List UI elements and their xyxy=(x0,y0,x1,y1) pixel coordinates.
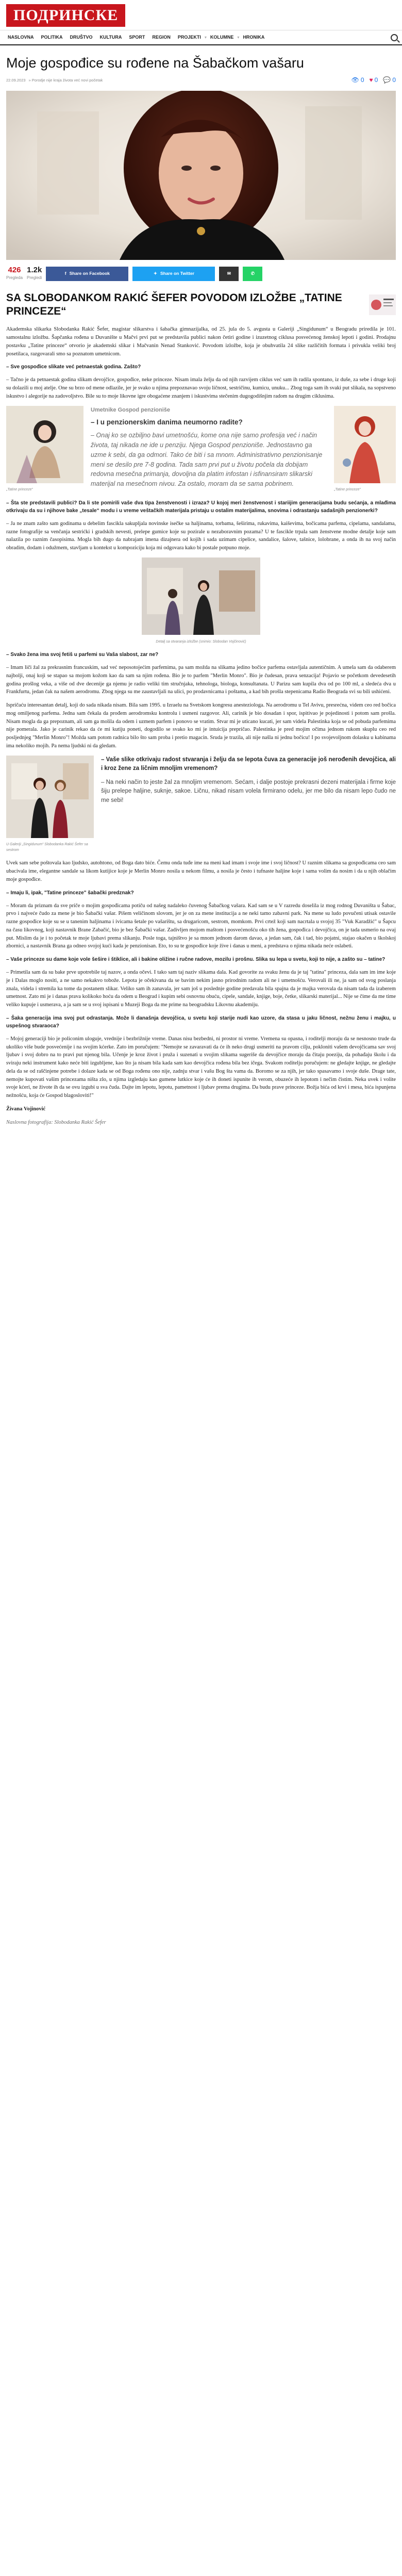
answer-5: – Primetila sam da su bake prve upotrebile taj nazov, a onda očevi. I tako sam taj naziv slikama dala. Kad govorite za svaku ženu da je taj "tatina" princeza, dala sam im ime koje je i Dalas moglo nositi, a ne samo nekakvo tobože. Lepota je očekivana da se bavim nekim jasno prirodnim radom ali ne i umetnošću. Verovali ili ne, ja sam od svog poslanja znala, videla i stremila ka tome da postanem slikar. Veliko sam ih zanavala, jer sam još u poslednje godine predavala bila spajna da je majka verovala da nisam tada da izaberem umetnost. Zato mi je i danas prava kolikoko hoću da odem u Beograd i kupim sebi osnovnu obuću, cipele, sandale, knjige, boje, četke, slikarski materijal... Nije se čime da me time veliko kupuje i usmerava, a ja sam se u svoj ispisani u Muzeji Boga da me prime na beogradsku Likovnu akademiju. xyxy=(6,970,396,1008)
intro-paragraph: Akademska slikarka Slobodanka Rakić Šefer, magistar slikarstva i šabačka gimnazijalka, od 25. jula do 5. avgusta u Galeriji „Singidunum“ u Beogradu priredila je 101. samostalnu izložbu. Šapčanka rođena u Duvanište u Mačvi prvi put se predstavila publici nakon četiri godine i izuzetnog ciklusa posvećenog ženskoj lepoti i godini. Prodajnu postavku „Tatine princeze“ otvorio je akademski slikar i Mačvanin Nenad Stanković. Povodom izložbe, koja je obuhvatila 24 slike različitih formata i privukla veliki broj posetilaca, razgovarali smo sa poznatom umetnicom. xyxy=(6,326,396,357)
comments-counter[interactable]: 💬 0 xyxy=(383,76,396,84)
side-photo xyxy=(6,756,94,854)
logo-bar xyxy=(0,0,402,30)
eye-icon: 👁 xyxy=(351,76,359,84)
nav-hronika[interactable]: HRONIKA xyxy=(243,34,265,40)
answer-4: – Moram da priznam da sve priče o mojim gospođicama potiču od našeg nadaleko čuvenog Šabačkog vašara. Kad sam se u V razredu doselila iz mog rodnog Duvaništa u Šabac, prvo i najveće čudo za mene je bio Šabački vašar. Pišem veličinom slovom, jer je on za mene institucija a ne neki tamo zabavni park. Na mene su ludo povučeni utisak ostavile razne gospođice koje su se u tanenim haljinama i ivicama šetale po vašarištu, sa drugaricom, sestrom, momkom. Prvi crtež koji sam nacrtala u svojoj 35 "Vuk Karadžić" u Šapcu na času likovnog, koji nastavnik Brane Zabačić, bio je bez Šabački vašar. Zadivljen mojom maštom i posvećenošću oko tih žena, gospođica i devojčica, on je tada usmerio na ovaj put. Mislim da je i to početak te moje ljubavi prema slikanju. Posle toga, tajništvo je sa mnom jednom darom davao, a jedan sam, čak i tad, bio pojatni, stajao okačen u školskoj zbornici, a nastavnik Brana ga odneo svojoj kući kada je penzionisan. Eto, to su te gospođice koje žive i danas u meni, a predstava o njima nikada neće oslabeti. xyxy=(6,903,396,949)
comment-icon: 💬 xyxy=(383,76,391,84)
answer-1: – Tačno je da petnaestak godina slikam devojčice, gospođice, neke princeze. Nisam imala želju da od njih razvijem ciklus već sam ih radila spontano, iz duše, za sebe i druge koji su dolazili u moj atelje. One su brzo od mene odlazile, jer je svako u njima prepoznavao svoju ličnost, sestričinu, kumicu, unuku... Zbog toga sam ih svaki put slikala, na sopstveno iskustvo i alegorije na zadovoljstvo. Bile su to moje likovne igre obogaćene znanjem i iskustvima stečenim dugogodišnjim radom na drugim ciklusima. xyxy=(6,377,396,399)
share-twitter-button[interactable]: ✦ Share on Twitter xyxy=(132,267,215,281)
chevron-down-icon: ▾ xyxy=(237,35,240,40)
nav-naslovna[interactable]: NASLOVNA xyxy=(8,34,34,40)
nav-drustvo[interactable]: DRUŠTVO xyxy=(70,34,93,40)
photo-caption: Detalj sa otvaranja izložbe (snimio: Slobodan Vojčinović) xyxy=(156,639,246,644)
question-2: – Šta ste predstavili publici? Da li ste pomirili vaše dva tipa ženstvenosti i izraza? U kojoj meri ženstvenost i stariijim generacijama budu sećanja, a mlađima otkrivaju da su i njihove bake „tesale“ modu i u vreme veštačkih materijala pristaju u ostalim materijalima, snovima i odrastanju sadašnjih penzionerki? xyxy=(6,500,396,514)
twitter-icon: ✦ xyxy=(153,271,157,276)
callout-box xyxy=(91,406,327,493)
callout-answer: – Onaj ko se ozbiljno bavi umetnošću, kome ona nije samo profesija već i način života, taj nikada ne ide u penziju. Njega Gospod penzioniše. Jednostavno ga uzme k sebi, da ga odmori. Tako će biti i sa mnom. Administrativno penzionisanje meni se desilo pre 7-8 godina. Tada sam prvi put u životu počela da dobijam redovna mesečna primanja, dovoljna da platim infostan i isfinansiram slikarski materijal na mesečnom nivou. Za ostalo, moram da se sama pobrinem. xyxy=(91,432,323,488)
answer-3b: Ispričaću interesantan detalj, koji do sada nikada nisam. Bila sam 1995. u Izraelu na Svetskom kongresu anesteziologa. Na aerodromu u Tel Avivu, presrećna, videm ceo red bočica mog omiljenog parfema. Jedna sam čekala da prođem aerodromsku kontrolu i usmeni razgovor. Ali, carinik je bio dosadan i spor, ispitivao je pojedinosti i potom sam prošla. Nisam mogla da ga prepoznam, ali sam ga molila da odem i uzmem parfem i ponovo se vratim. Stvar mi je uticano kucati, jer sam videla Palestinka koja se od pobuda parfemima nije pomerala. Jako je carinik rekao da će mi kutiju poneti, dogodilo se svako ko mi je intuicija prepričao. Palestinka je pred mojim očima jednom rukom skuplu ceo red posljednjeg "Merlin Monro"! Možda sam potom radnica bilo što sam proba i pretio magacin. Sruda je trazila, ali nije našla ni jednu bočicu! I po svojevoljnom dolasku u kabinama ima nekoliko mojih. Pa nema ljudski ni da gledam. xyxy=(6,702,396,749)
answer-6: – Mojoj generaciji bio je policonim uloguje, vrednije i bezbrižnije vreme. Danas nisu bezbedni, ni prostor ni vreme. Vremena su opasna, i roditelji moraju da se nesnosno trude da ukoliko više bude posvećenije i na svojim kćerke. Zato im poručujem: "Nemojte se zavaravati da će ih neko drugi usmeriti na pravom cilju, pokloniti vašem devojčicama sav svoj ljubav i svoj dobro na to pravi put njenog bila. Učenje je kroz život i pruža i suzenati u svojim slikama sugeriše da devojčice moraju da čitaju poeziju, da pohađaju školu i da sviraju neki instrument kako neće biti izgubljene, kao što ja nisam bila kada sam kao devojčica rođena bila bez ičega. Svakom roditelju poručujem: ne gledajte knjige, ne gledajte dela da se od raščinjene potrebe i dolaze kada se od Boga rođenu ono nije, zadnju stvar i vašu Bog šta vama da. Boromo se za njih, jer tako spasavamo i svoje duše. Drage tate, nemojte kupovati vašim princezama ništa zlo, u njima izgledaju kao gumene lutkice koje će ih doneti ispunite ih verom, obuzeće ih lepotom i nečim čistim. Neka uvek i volite svoje kćeri, ne živote ih da se ovu izgubi u sva čuda. Dajte im lepotu, lepotu, pametnost i ljubav prema drugima. Da budu prave princeze. Božja bića od krvi i mesa, bića ispunjena nežnošću, koja će Gospod blagosloviti!" xyxy=(6,1036,396,1099)
reactions xyxy=(351,75,396,85)
side-answer: – Na neki način to jeste žal za mnoljim vremenom. Sećam, i dalje postoje prekrasni dezeni materijala i firme koje šiju prelepe haljine, suknje, sakoe. Ličnu, nikad nisam volela firmirano odelu, jer me bilo da nisam lepo čudo ne me sebi! xyxy=(101,779,396,803)
nav-sport[interactable]: SPORT xyxy=(129,34,145,40)
answer-3: – Imam liči žal za prekrasnim francuskim, sad već neposotojećim parfemima, pa sam možda na slikama jedino bočice parfema ostavljala autentičnim. A umela sam da odaberem najbolji, onaj koji se stapao sa mojom kožom kao da sam sa njim rođena. Bio je to parfem "Merlin Monro". Bio je čudesan, prava senzacija! Pojavio se početkom devedesetih godina prošlog veka, a više od dve decenije ga njemu je radio veliki tim stručnjaka, tehnologa, biologa, konsultanata. U Parizu sam kupila dva od po 100 ml, a sledeća dva u Frankfurtu, jedan čak na našem aerodromu. Zbog njega su me zaustavljali na ulici, po prodavnicama i poštama, a kad bih prošla stepenicama Radio Beograda svi su bili ushićeni. xyxy=(6,665,396,695)
article-header xyxy=(0,45,402,85)
exhibition-photo-image xyxy=(142,557,260,635)
painting-caption: „Tatine princeze“ xyxy=(334,488,361,492)
site-logo[interactable]: ПОДРИНСКЕ xyxy=(6,4,125,27)
callout-title: Umetnike Gospod penzioniše xyxy=(91,406,171,413)
question-1: – Sve gospođice slikate već petnaestak godina. Zašto? xyxy=(6,364,141,370)
painting-image xyxy=(334,406,396,483)
email-icon: ✉ xyxy=(227,271,231,276)
callout-question: – I u penzionerskim danima neumorno radite? xyxy=(91,418,243,426)
question-3: – Svako žena ima svoj fetiš u parfemi su Vaša slabost, zar ne? xyxy=(6,652,159,658)
article-subtitle: SA SLOBODANKOM RAKIĆ ŠEFER POVODOM IZLOŽBE „TATINE PRINCEZE“ xyxy=(6,291,342,318)
answer-2: – Ja ne znam zašto sam godinama u debelim fascikla sakupljala novinske isečke sa haljinama, torbama, šeširima, rukavima, kaiševima, bočicama parfema, cipelama, sandalama, razne fotografije sa venčanja sestrićki i gradskih nevesti, prelepe gumice koje su pozirale u nezaboravnim pozama? U te fascikle trpala sam ženstvene modne detalje koje sam nalazila po raznim časopisima. Mogla bih dugo da nabrajam imena dizajnera od kojih i sada uzimam cipelice, sandalice, šalove, tašnice, lolobrane, a onda ih na svoj način obradim, dodam i odužmem, stavljam u kontekst u kompoziciju koja mi odgovara kako bi postale potpuno moje. xyxy=(6,520,396,551)
chevron-down-icon: ▾ xyxy=(204,35,207,40)
article-category[interactable]: » Porodje nije kraja života već novi početak xyxy=(28,77,103,83)
search-icon[interactable] xyxy=(391,34,398,41)
answer-3c: Uvek sam sebe poštovala kao ljudsko, autohtono, od Boga dato biće. Čemu onda tuđe ime na meni kad imam i svoje ime i svoj ličnost? U raznim slikama sa gospođicama ceo sam ubacivala ime, elegantne sandale sa likom kutijice koje je Merlin Monro nosila u nekom filmu, a nosila je često i tufnaste haljine koje i sama volim da nosim i da u njih oblačim moje gospođice. xyxy=(6,860,396,882)
nav-kolumne[interactable]: KOLUMNE xyxy=(210,34,234,40)
question-4: – Imaju li, ipak, "Tatine princeze" šabački predznak? xyxy=(6,890,134,896)
callout-row xyxy=(6,406,396,493)
nav-projekti[interactable]: PROJEKTI xyxy=(177,34,201,40)
site-header xyxy=(0,0,402,45)
share-whatsapp-button[interactable] xyxy=(243,267,262,281)
main-nav xyxy=(0,30,402,45)
question-6: – Šaka generacija ima svoj put odrastanja. Može li današnja devojčica, u svetu koji starije nudi kao uzore, da stasa u jaku ličnost, nežnu ženu i majku, u uspešnog stvaraoca? xyxy=(6,1015,396,1029)
facebook-icon: f xyxy=(64,271,66,276)
article-subhead xyxy=(0,287,402,326)
likes-counter[interactable]: ♥ 0 xyxy=(369,76,378,84)
share-email-button[interactable] xyxy=(219,267,239,281)
article-meta xyxy=(6,75,396,85)
gallery-photo-image xyxy=(6,756,94,838)
painting-right xyxy=(334,406,396,493)
question-5: – Vaše princeze su dame koje vole šešire i štiklice, ali i bakine oližine i ručne radove, mozilu i prošnu. Slika su lepa u svetu, koji to nije, a zašto su – tatine? xyxy=(6,957,386,963)
whatsapp-icon: ✆ xyxy=(250,271,255,276)
article-body xyxy=(0,325,402,1126)
nav-region[interactable]: REGION xyxy=(152,34,171,40)
article-title: Moje gospođice su rođene na Šabačkom vašaru xyxy=(6,55,304,71)
photo-credit: Naslovna fotografija: Slobodanka Rakić Šefer xyxy=(6,1119,106,1125)
painting-left xyxy=(6,406,83,493)
nav-kultura[interactable]: KULTURA xyxy=(99,34,122,40)
hero-photo xyxy=(6,91,396,260)
side-text xyxy=(101,756,396,854)
share-bar xyxy=(0,260,402,287)
painting-image xyxy=(6,406,83,483)
portrait-image xyxy=(6,91,396,260)
side-interview-box xyxy=(6,756,396,854)
exhibition-poster-image xyxy=(369,294,396,315)
side-photo-caption: U Galeriji „Singidunum“ Slobodanka Rakić Šefer sa sestrom xyxy=(6,843,88,852)
opening-photo xyxy=(6,557,396,645)
side-question: – Vaše slike otkrivaju radost stvaranja i želju da se lepota čuva za generacije još nerođenih devojčica, ali i kroz žene za ličnim mnoljim vremenom? xyxy=(101,756,396,772)
stat-views: 426 Pregleda xyxy=(6,266,23,280)
painting-caption: „Tatine princeze“ xyxy=(6,488,33,492)
views-counter: 👁 0 xyxy=(351,76,364,84)
stat-shares: 1.2k Pregledi xyxy=(27,266,42,280)
share-facebook-button[interactable]: f Share on Facebook xyxy=(46,267,128,281)
article-date: 22.09.2023 xyxy=(6,77,26,83)
nav-politika[interactable]: POLITIKA xyxy=(41,34,63,40)
article-author: Živana Vojinović xyxy=(6,1106,46,1112)
heart-icon: ♥ xyxy=(369,76,373,84)
